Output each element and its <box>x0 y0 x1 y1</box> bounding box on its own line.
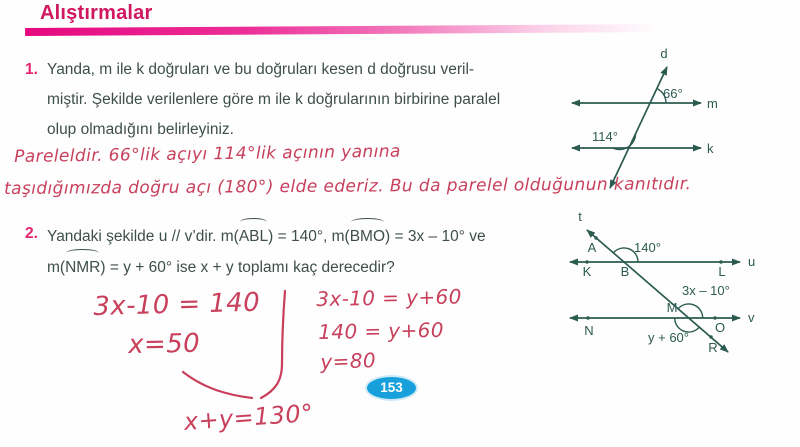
label-v: v <box>748 310 755 325</box>
header-accent-bar <box>25 24 660 36</box>
problem-1-line-1: Yanda, m ile k doğruları ve bu doğruları kesen d doğrusu veril- <box>47 61 475 78</box>
handwritten-strokes <box>80 282 310 412</box>
label-A: A <box>587 240 597 255</box>
work-equation-1: 3x-10 = 140 <box>93 287 261 322</box>
angle-name-BMO: BMO <box>350 221 385 252</box>
problem-1-number: 1. <box>25 61 38 78</box>
problem-1-text <box>47 55 567 145</box>
angle-name-ABL: ABL <box>239 221 268 252</box>
divider-stroke <box>261 291 285 398</box>
label-m: m <box>707 96 718 111</box>
angle-114-label: 114° <box>592 129 618 144</box>
problem-2-seg4: m( <box>47 259 66 276</box>
angle-140-label: 140° <box>634 240 661 255</box>
angle-name-NMR: NMR <box>65 252 100 283</box>
label-R: R <box>708 340 718 355</box>
converge-stroke <box>183 372 252 398</box>
handwritten-answer-line-2: taşıdığımızda doğru açı (180°) elde ederiz. Bu da parelel olduğunun kanıtıdır. <box>4 174 692 199</box>
label-u: u <box>748 254 756 269</box>
angle-arc-3x-10 <box>678 304 703 318</box>
problem-2-number: 2. <box>25 225 38 242</box>
problem-2-line-2 <box>47 252 572 283</box>
label-k: k <box>707 141 714 156</box>
angle-y-60-label: y + 60° <box>648 330 689 345</box>
problem-2-seg1: Yandaki şekilde u // v’dir. m( <box>47 228 239 245</box>
label-L: L <box>718 264 726 279</box>
page-number-badge: 153 <box>367 377 416 399</box>
point-dot-R <box>709 335 712 338</box>
angle-3x-10-label: 3x – 10° <box>682 283 730 298</box>
label-O: O <box>714 320 726 335</box>
problem-1-line-3: olup olmadığını belirleyiniz. <box>47 121 234 138</box>
work-result: x+y=130° <box>183 398 315 436</box>
label-K: K <box>582 264 592 279</box>
diagram-parallel-lines-2 <box>558 205 800 370</box>
label-N: N <box>584 323 594 338</box>
label-B: B <box>620 264 630 279</box>
point-dot-N <box>586 316 589 319</box>
problem-1-line-2: miştir. Şekilde verilenlere göre m ile k doğrularının birbirine paralel <box>47 91 501 108</box>
transversal-d-line-rev <box>610 67 667 188</box>
problem-2-seg2: ) = 140°, m( <box>268 228 350 245</box>
label-d: d <box>660 46 668 61</box>
label-t: t <box>578 209 582 224</box>
work-equation-3: 3x-10 = y+60 <box>316 284 462 311</box>
angle-66-label: 66° <box>663 86 683 101</box>
work-equation-4: 140 = y+60 <box>318 317 445 344</box>
work-equation-2: x=50 <box>128 328 201 360</box>
handwritten-answer-line-1: Pareleldir. 66°lik açıyı 114°lik açının yanına <box>14 141 401 167</box>
page-title: Alıştırmalar <box>40 2 153 24</box>
problem-2-seg3: ) = 3x – 10° ve <box>385 228 486 245</box>
work-equation-5: y=80 <box>320 348 377 374</box>
label-M: M <box>666 300 678 315</box>
problem-2-text <box>47 221 572 283</box>
problem-2-line-1 <box>47 221 572 252</box>
problem-2-seg5: ) = y + 60° ise x + y toplamı kaç derecedir? <box>100 259 395 276</box>
